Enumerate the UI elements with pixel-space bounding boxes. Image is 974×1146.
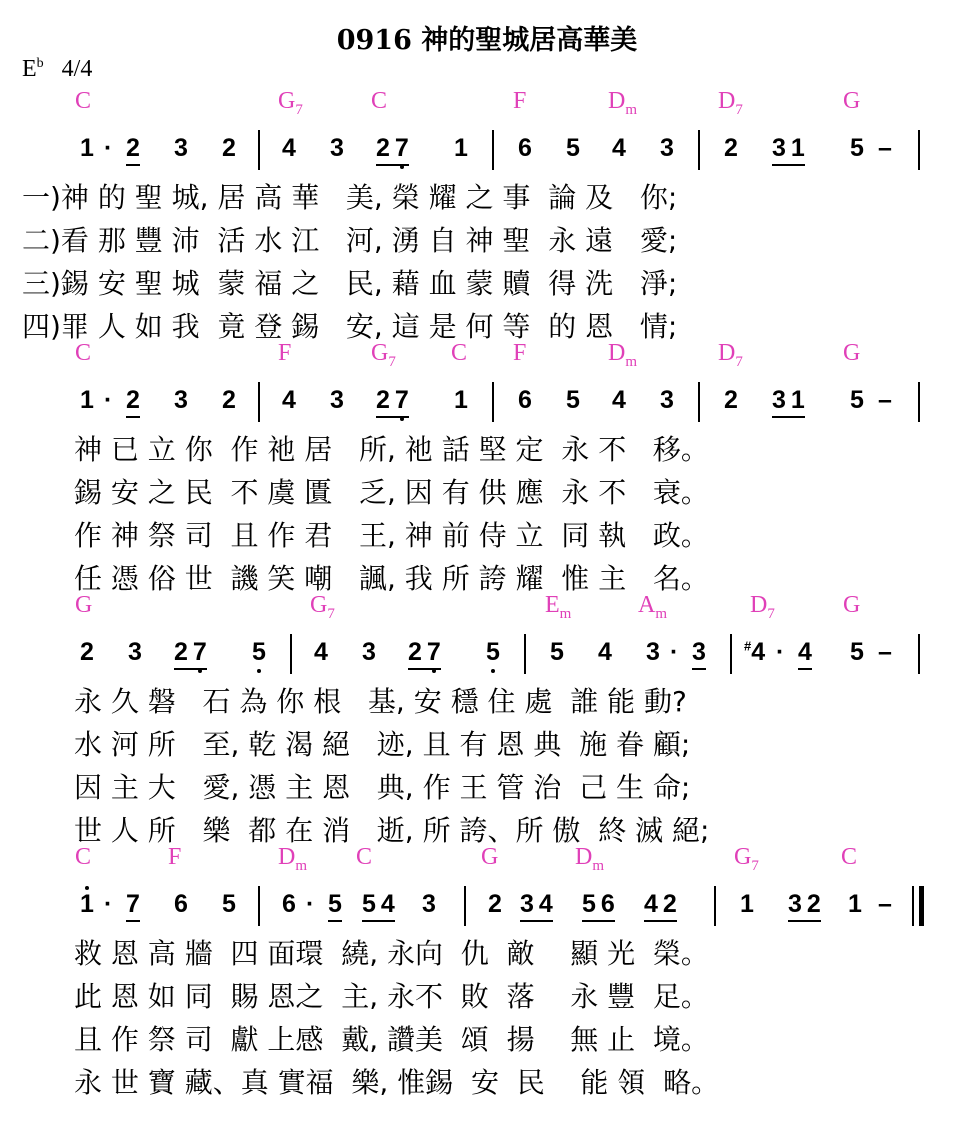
chord-row-4: C F $D_m$ C G $D_m$ $G_7$ C: [75, 844, 858, 874]
notes-row-4: 1 · 7 6 5 6 · 5 5 4 3 2 3 4 5 6 4 2 1 3 2 1 –: [60, 882, 940, 942]
notes-row-2: 1 · 2 3 2 4 3 2 7 1 6 5 4 3 2 3 1 5 –: [60, 378, 940, 438]
chord-row-2: C F $G_7$ C F $D_m$ $D_7$ G: [75, 340, 861, 370]
hymn-title: 0916 神的聖城居高華美: [336, 25, 638, 56]
chord-row-3: G $G_7$ $E_m$ $A_m$ $D_7$ G: [75, 592, 861, 622]
notes-row-3: 2 3 2 7 5 4 3 2 7 5 5 4 3 · 3 #4 · 4 5 –: [60, 630, 940, 690]
time-signature: 4/4: [61, 56, 93, 82]
key-signature: $E^b$ 4/4: [22, 56, 93, 82]
chord-row-1: C $G_7$ C F $D_m$ $D_7$ G: [75, 88, 861, 118]
notes-row-1: 1 · 2 3 2 4 3 2 7 1 6 5 4 3 2 3 1 5 –: [60, 126, 940, 186]
